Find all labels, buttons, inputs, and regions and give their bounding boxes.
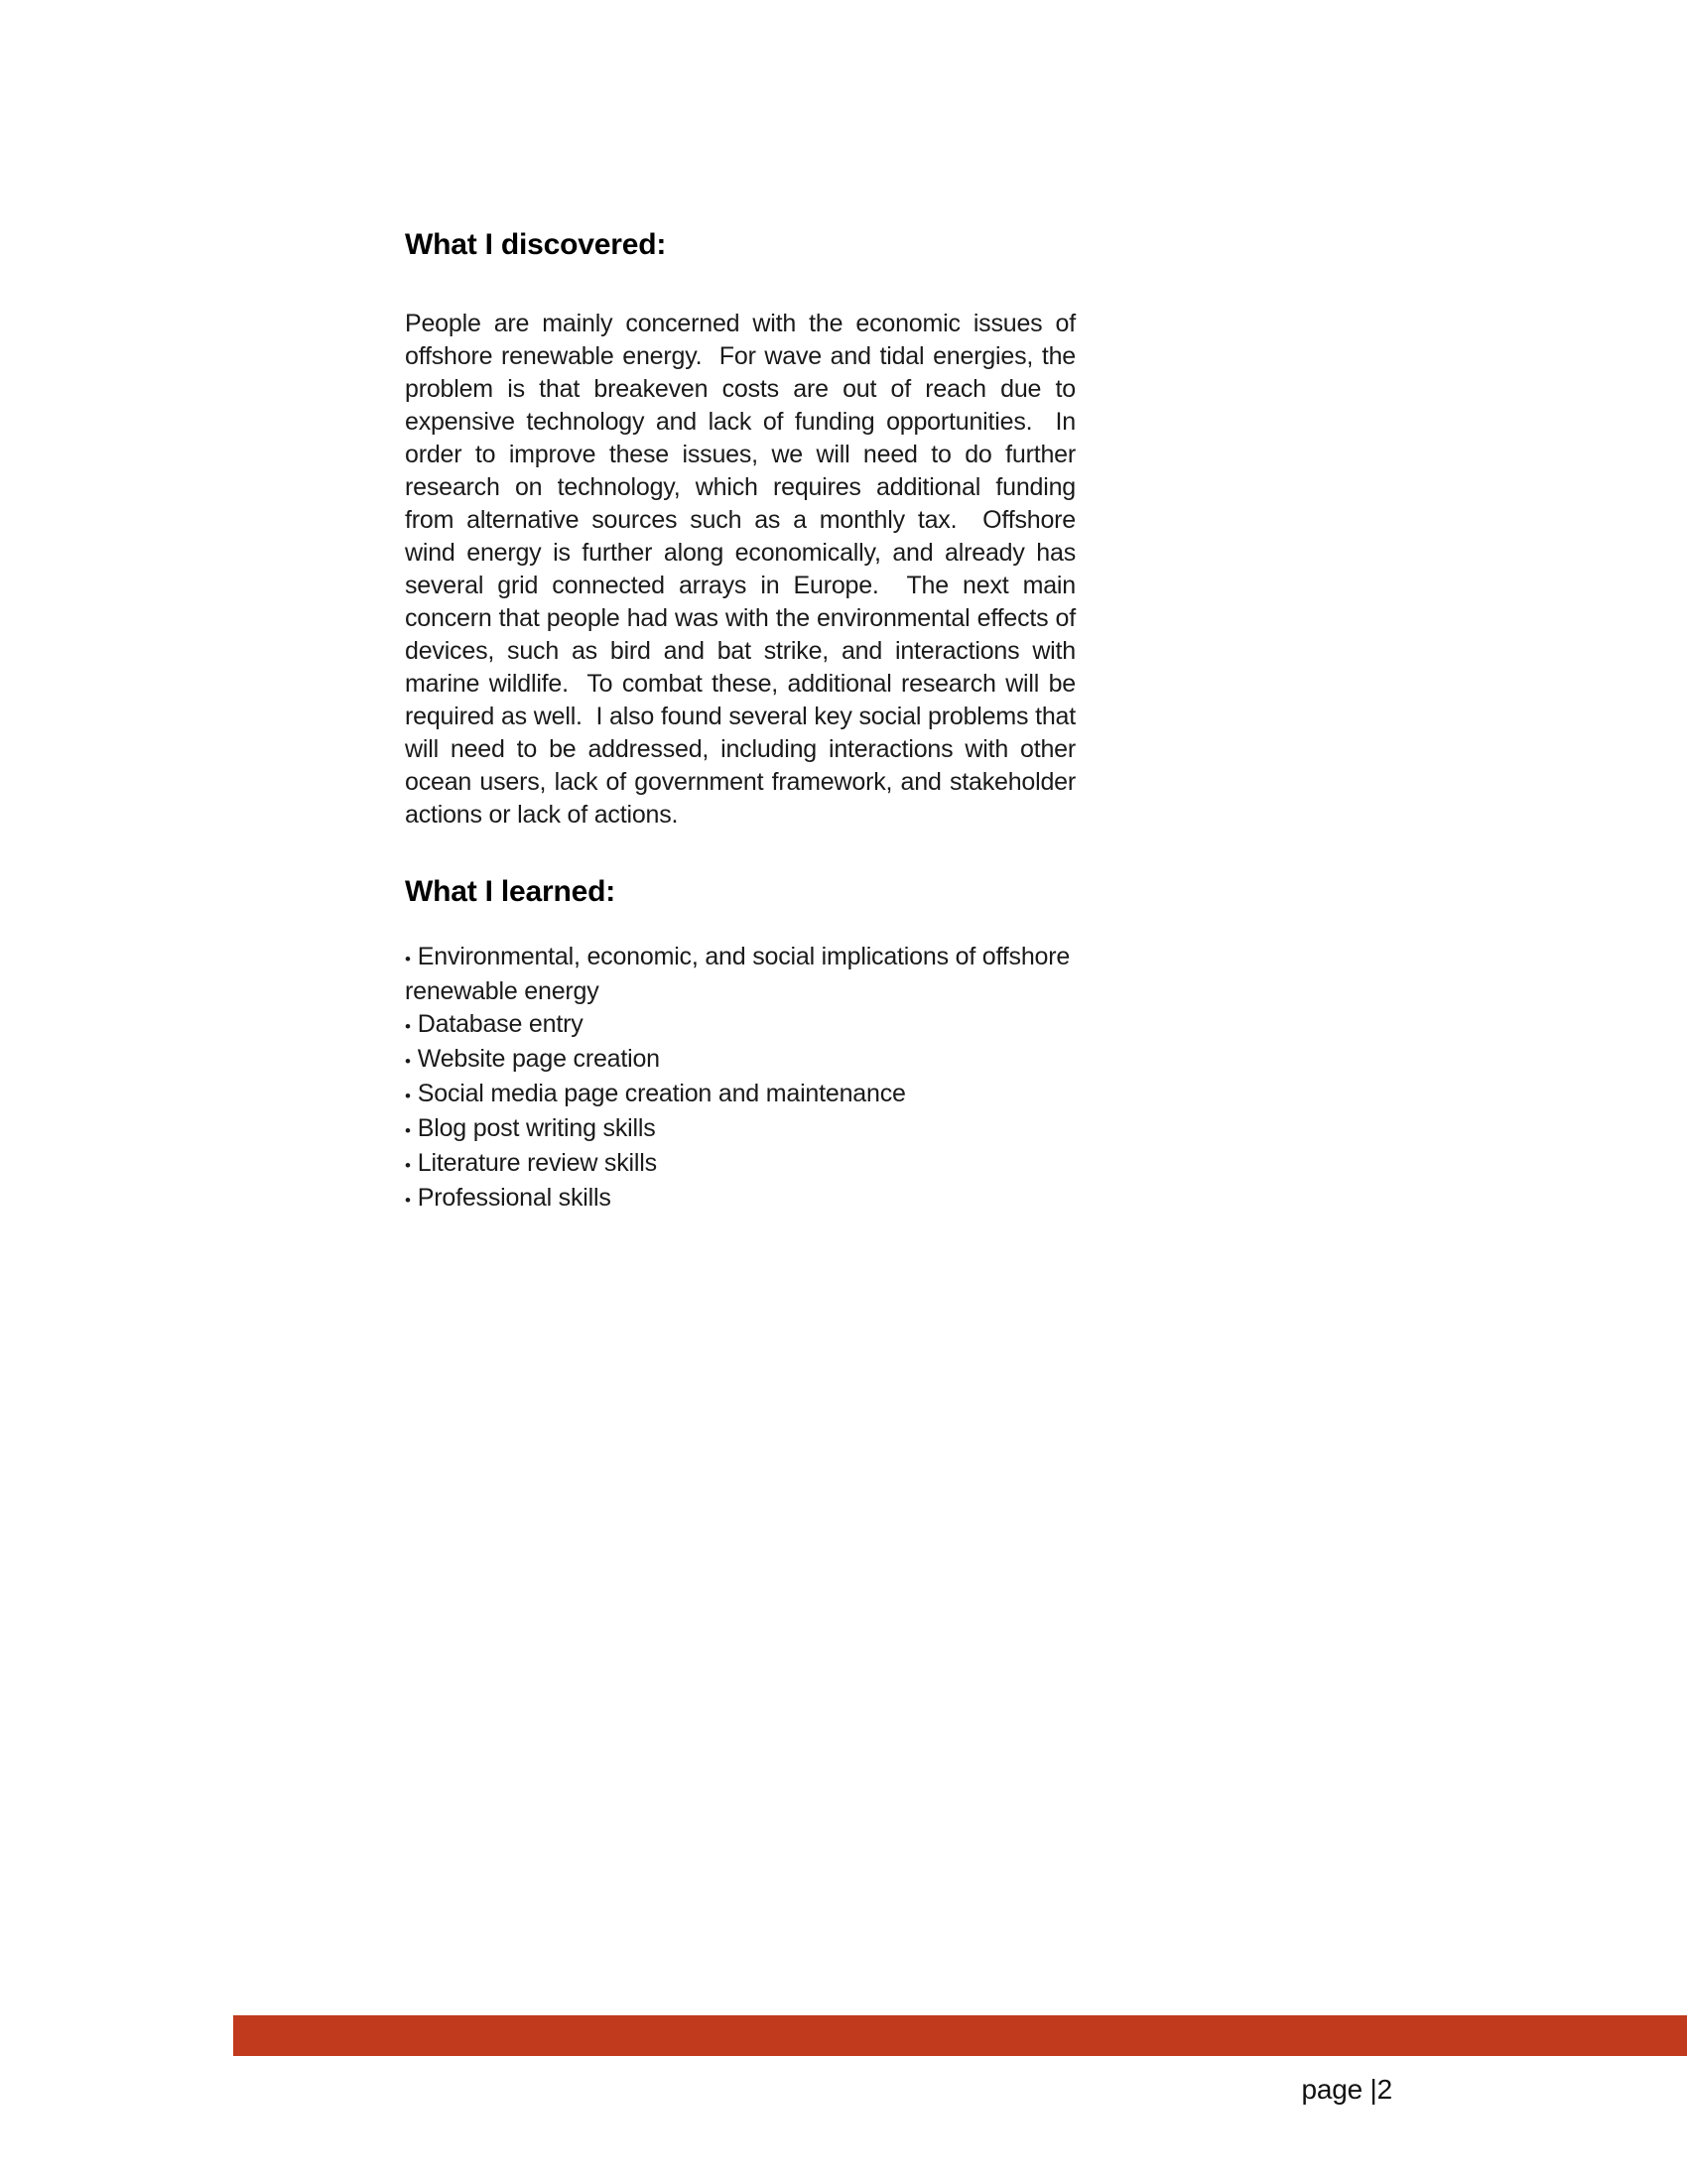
page-number: page |2	[1301, 2074, 1392, 2105]
list-item-label: Website page creation	[417, 1045, 660, 1073]
section-heading-learned: What I learned:	[405, 875, 616, 908]
learned-list	[405, 941, 1076, 1217]
list-item	[405, 1043, 1076, 1078]
bullet-icon: •	[405, 950, 411, 968]
bullet-icon: •	[405, 1121, 411, 1140]
content-column	[405, 226, 1083, 1217]
bullet-icon: •	[405, 1017, 411, 1036]
list-item-label: Environmental, economic, and social implications of offshore renewable energy	[405, 943, 1071, 1005]
list-item-label: Blog post writing skills	[417, 1114, 656, 1142]
section-heading-discovered: What I discovered:	[405, 228, 667, 261]
list-item-label: Professional skills	[417, 1184, 611, 1212]
footer-accent-bar	[233, 2015, 1687, 2056]
list-item	[405, 941, 1076, 1008]
list-item	[405, 1078, 1076, 1112]
list-item-label: Social media page creation and maintenance	[417, 1080, 906, 1107]
list-item	[405, 1008, 1076, 1043]
bullet-icon: •	[405, 1052, 411, 1071]
list-item	[405, 1112, 1076, 1147]
list-item-label: Literature review skills	[417, 1149, 657, 1177]
bullet-icon: •	[405, 1156, 411, 1175]
discovered-paragraph: People are mainly concerned with the economic issues of offshore renewable energy. For wave and tidal energies, the problem is that breakeven costs are out of reach due to expensive technology and lack of funding opportunities. In order to improve these issues, we will need to do further research on technology, which requires additional funding from alternative sources such as a monthly tax. Offshore wind energy is further along economically, and already has several grid connected arrays in Europe. The next main concern that people had was with the environmental effects of devices, such as bird and bat strike, and interactions with marine wildlife. To combat these, additional research will be required as well. I also found several key social problems that will need to be addressed, including interactions with other ocean users, lack of government framework, and stakeholder actions or lack of actions.	[405, 310, 1083, 829]
list-item-label: Database entry	[417, 1010, 584, 1038]
list-item	[405, 1182, 1076, 1217]
bullet-icon: •	[405, 1191, 411, 1210]
bullet-icon: •	[405, 1087, 411, 1105]
list-item	[405, 1147, 1076, 1182]
